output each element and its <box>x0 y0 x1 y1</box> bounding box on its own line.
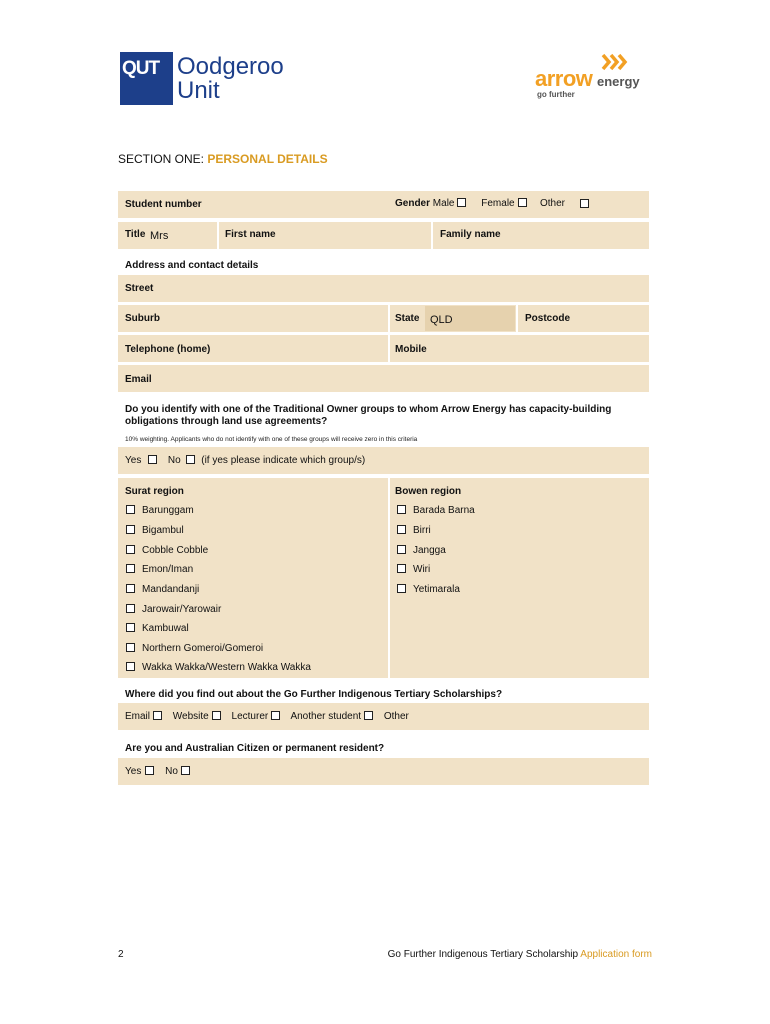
identify-no-label: No <box>167 455 181 466</box>
gender-label: Gender <box>395 198 431 209</box>
find-website-label: Website <box>172 711 209 722</box>
surat-item-mandandanji[interactable] <box>126 584 199 595</box>
surat-item-label: Cobble Cobble <box>142 545 209 556</box>
surat-item-label: Emon/Iman <box>142 564 194 575</box>
bowen-heading: Bowen region <box>395 486 462 497</box>
citizen-yes-checkbox[interactable] <box>145 766 154 775</box>
bowen-item-barada-barna[interactable] <box>397 505 475 516</box>
bowen-item-yetimarala[interactable] <box>397 584 460 595</box>
surat-item-wakka-wakka[interactable] <box>126 662 311 673</box>
find-other-label: Other <box>383 711 409 722</box>
gender-female[interactable] <box>481 198 526 209</box>
citizen-yes-label: Yes <box>125 766 142 777</box>
citizen-options <box>125 766 197 777</box>
tagline: go further <box>537 90 575 99</box>
arrow-chevrons-icon <box>595 52 631 72</box>
checkbox[interactable] <box>126 604 135 613</box>
surat-item-kambuwal[interactable] <box>126 623 189 634</box>
bowen-item-label: Birri <box>413 525 431 536</box>
page-number: 2 <box>118 949 124 960</box>
checkbox[interactable] <box>397 564 406 573</box>
surat-item-label: Barunggam <box>142 505 194 516</box>
title-value[interactable]: Mrs <box>150 230 169 242</box>
footer-subtitle: Application form <box>580 949 652 960</box>
bowen-item-label: Wiri <box>413 564 431 575</box>
find-student-label: Another student <box>290 711 362 722</box>
mobile-cell[interactable] <box>390 335 649 362</box>
bowen-item-label: Jangga <box>413 545 446 556</box>
surat-item-emon-iman[interactable] <box>126 564 193 575</box>
surat-item-cobble-cobble[interactable] <box>126 545 208 556</box>
surat-item-label: Wakka Wakka/Western Wakka Wakka <box>142 662 311 673</box>
find-website-checkbox[interactable] <box>212 711 221 720</box>
qut-line1: Oodgeroo <box>177 53 284 80</box>
arrow-word: arrow <box>535 66 593 91</box>
gender-other-checkbox[interactable] <box>580 199 589 208</box>
identify-no-checkbox[interactable] <box>186 455 195 464</box>
section-title: PERSONAL DETAILS <box>207 152 328 166</box>
gender-male-label: Male <box>432 198 455 209</box>
bowen-item-wiri[interactable] <box>397 564 430 575</box>
family-name-label: Family name <box>440 229 501 240</box>
gender-group <box>395 198 531 209</box>
find-student-checkbox[interactable] <box>364 711 373 720</box>
qut-logo <box>120 52 300 106</box>
checkbox[interactable] <box>126 564 135 573</box>
surat-item-label: Mandandanji <box>142 584 200 595</box>
qut-line2: Unit <box>177 77 220 104</box>
traditional-owner-question: Do you identify with one of the Traditional Owner groups to whom Arrow Energy has capacity-building obligations through land use agreements? <box>125 404 612 427</box>
weighting-note: 10% weighting. Applicants who do not identify with one of these groups will receive zero in this criteria <box>125 436 418 443</box>
email-row[interactable] <box>118 365 649 392</box>
surat-item-label: Jarowair/Yarowair <box>142 604 222 615</box>
student-number-label: Student number <box>125 199 202 210</box>
citizen-no-checkbox[interactable] <box>181 766 190 775</box>
first-name-label: First name <box>225 229 276 240</box>
energy-word: energy <box>597 74 640 89</box>
postcode-label: Postcode <box>525 313 571 324</box>
surat-item-label: Bigambul <box>142 525 184 536</box>
address-heading: Address and contact details <box>125 260 259 271</box>
title-label: Title <box>125 229 146 240</box>
gender-male-checkbox[interactable] <box>457 198 466 207</box>
checkbox[interactable] <box>397 505 406 514</box>
checkbox[interactable] <box>126 505 135 514</box>
bowen-item-jangga[interactable] <box>397 545 446 556</box>
surat-item-bigambul[interactable] <box>126 525 184 536</box>
find-out-options <box>125 711 409 722</box>
citizen-no-label: No <box>165 766 178 777</box>
gender-female-checkbox[interactable] <box>518 198 527 207</box>
checkbox[interactable] <box>126 662 135 671</box>
identify-hint: (if yes please indicate which group/s) <box>201 455 366 466</box>
checkbox[interactable] <box>126 623 135 632</box>
gender-other-label: Other <box>540 198 566 209</box>
surat-item-gomeroi[interactable] <box>126 643 263 654</box>
identify-yes-checkbox[interactable] <box>148 455 157 464</box>
section-prefix: SECTION ONE: <box>118 152 208 166</box>
checkbox[interactable] <box>397 525 406 534</box>
find-lecturer-checkbox[interactable] <box>271 711 280 720</box>
telephone-label: Telephone (home) <box>125 344 211 355</box>
surat-item-jarowair[interactable] <box>126 604 221 615</box>
arrow-energy-logo <box>535 52 655 102</box>
suburb-label: Suburb <box>125 313 160 324</box>
footer-title <box>388 949 652 960</box>
identify-yes-label: Yes <box>125 455 142 466</box>
state-label: State <box>395 313 420 324</box>
mobile-label: Mobile <box>395 344 427 355</box>
find-out-question: Where did you find out about the Go Further Indigenous Tertiary Scholarships? <box>125 689 503 700</box>
checkbox[interactable] <box>126 584 135 593</box>
street-label: Street <box>125 283 154 294</box>
surat-item-label: Kambuwal <box>142 623 189 634</box>
checkbox[interactable] <box>397 545 406 554</box>
surat-item-barunggam[interactable] <box>126 505 194 516</box>
checkbox[interactable] <box>397 584 406 593</box>
bowen-item-label: Barada Barna <box>413 505 475 516</box>
citizen-question: Are you and Australian Citizen or permanent resident? <box>125 743 385 754</box>
gender-female-label: Female <box>481 198 515 209</box>
qut-badge-text: QUT <box>122 58 160 79</box>
bowen-item-birri[interactable] <box>397 525 431 536</box>
email-label: Email <box>125 374 152 385</box>
state-value[interactable]: QLD <box>430 314 453 326</box>
section-heading <box>118 152 328 166</box>
checkbox[interactable] <box>126 643 135 652</box>
checkbox[interactable] <box>126 525 135 534</box>
street-row[interactable] <box>118 275 649 302</box>
surat-heading: Surat region <box>125 486 184 497</box>
bowen-item-label: Yetimarala <box>413 584 460 595</box>
find-email-checkbox[interactable] <box>153 711 162 720</box>
citizen-row <box>118 758 649 785</box>
surat-item-label: Northern Gomeroi/Gomeroi <box>142 643 264 654</box>
footer-title-text: Go Further Indigenous Tertiary Scholarship <box>387 949 579 960</box>
gender-male[interactable] <box>433 198 467 209</box>
identify-options <box>125 455 365 466</box>
find-email-label: Email <box>125 711 151 722</box>
find-lecturer-label: Lecturer <box>231 711 269 722</box>
checkbox[interactable] <box>126 545 135 554</box>
